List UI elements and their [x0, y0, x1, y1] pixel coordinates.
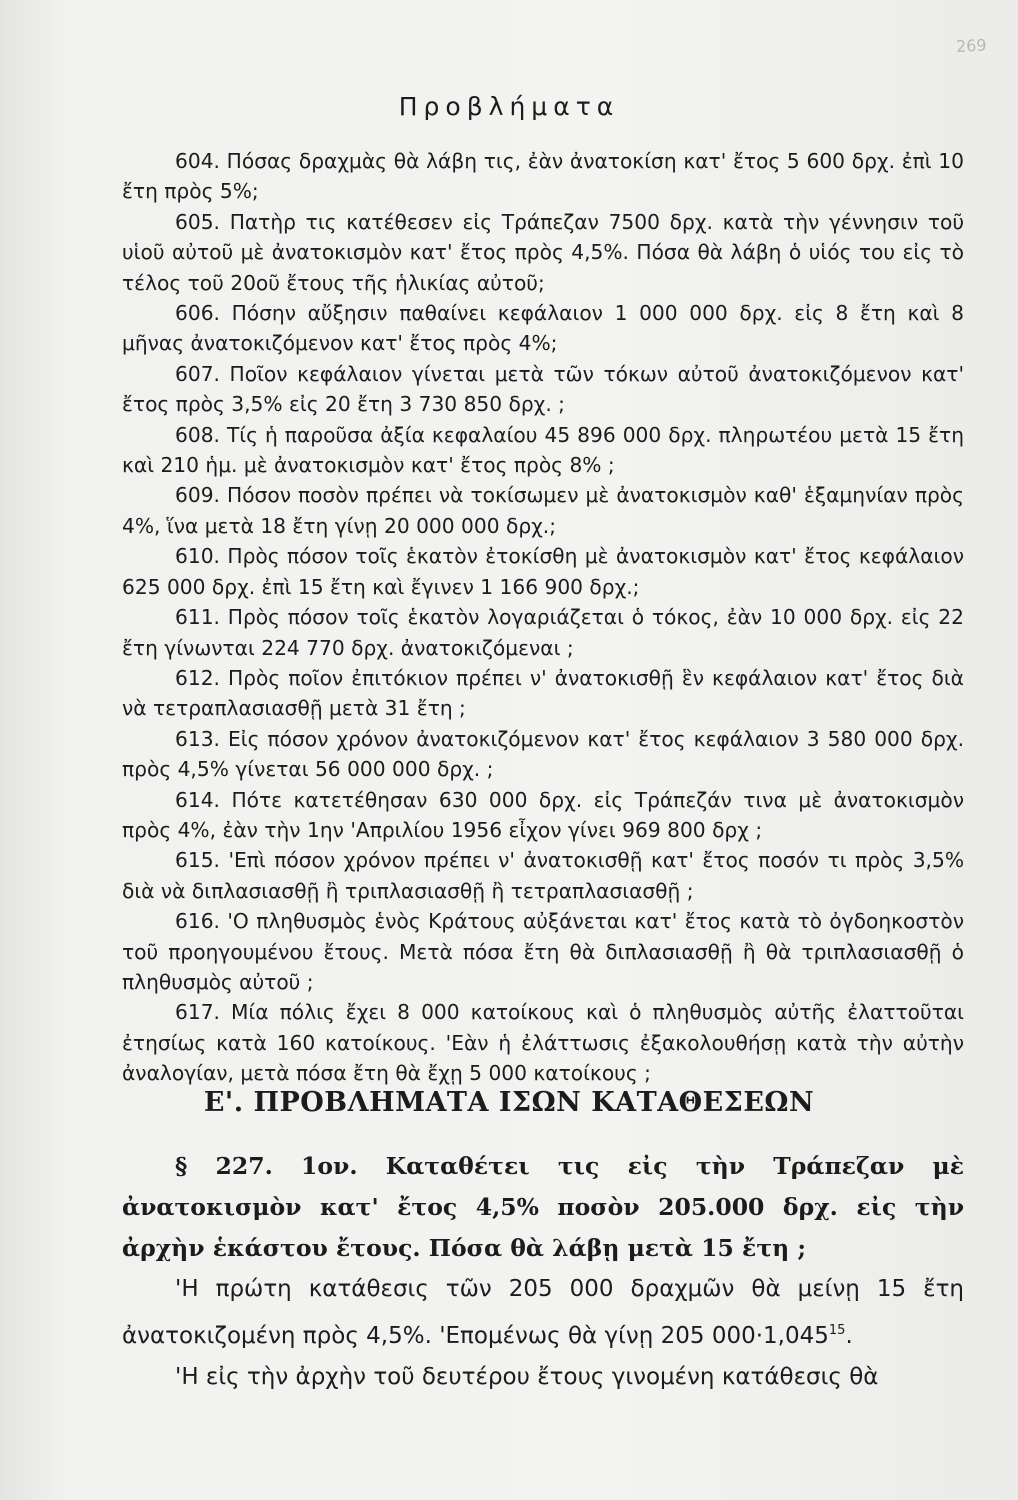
problem-text: Πατὴρ τις κατέθεσεν εἰς Τράπεζαν 7500 δρχ. κατὰ τὴν γέννησιν τοῦ υἱοῦ αὐτοῦ μὲ ἀνατοκισμὸν κατ' ἔτος πρὸς 4,5%. Πόσα θὰ λάβη ὁ υἱός του εἰς τὸ τέλος τοῦ 20οῦ ἔτους τῆς ἡλικίας αὐτοῦ; [122, 209, 965, 295]
problem-number: 617. [175, 1000, 220, 1025]
problem-number: 605. [175, 209, 220, 234]
page-number: 269 [955, 35, 988, 57]
solution-paragraph-1 [122, 1269, 964, 1357]
problem-text: Ποῖον κεφάλαιον γίνεται μετὰ τῶν τόκων αὐτοῦ ἀνατοκιζόμενον κατ' ἔτος πρὸς 3,5% εἰς 20 ἔτη 3 730 850 δρχ. ; [122, 361, 964, 417]
problem-item [122, 146, 964, 207]
solution-paragraph-2: 'Η εἰς τὴν ἀρχὴν τοῦ δευτέρου ἔτους γινομένη κατάθεσις θὰ [175, 1364, 879, 1390]
problem-item [122, 845, 964, 906]
problem-item [122, 359, 964, 420]
problem-item [122, 480, 964, 541]
problem-text: Εἰς πόσον χρόνον ἀνατοκιζόμενον κατ' ἔτος κεφάλαιον 3 580 000 δρχ. πρὸς 4,5% γίνεται 56 000 000 δρχ. ; [122, 726, 965, 782]
problem-item [122, 420, 964, 481]
problem-number: 608. [175, 422, 220, 447]
problem-text: 'Επὶ πόσον χρόνον πρέπει ν' ἀνατοκισθῇ κατ' ἔτος ποσόν τι πρὸς 3,5% διὰ νὰ διπλασιασθῇ ἢ τριπλασιασθῇ ἢ τετραπλασιασθῇ ; [122, 848, 964, 903]
problem-text: Πρὸς πόσον τοῖς ἑκατὸν ἐτοκίσθη μὲ ἀνατοκισμὸν κατ' ἔτος κεφάλαιον 625 000 δρχ. ἐπὶ 15 ἔτη καὶ ἔγινεν 1 166 900 δρχ.; [122, 544, 964, 599]
section-heading: Ε'. ΠΡΟΒΛΗΜΑΤΑ ΙΣΩΝ ΚΑΤΑΘΕΣΕΩΝ [203, 1087, 815, 1118]
problem-text: Πρὸς πόσον τοῖς ἑκατὸν λογαριάζεται ὁ τόκος, ἐὰν 10 000 δρχ. εἰς 22 ἔτη γίνωνται 224 770 δρχ. ἀνατοκιζόμεναι ; [122, 605, 964, 660]
problem-item [122, 724, 964, 785]
problem-item [122, 298, 964, 359]
problem-item [122, 663, 964, 724]
problem-text: Πόσας δραχμὰς θὰ λάβη τις, ἐὰν ἀνατοκίση κατ' ἔτος 5 600 δρχ. ἐπὶ 10 ἔτη πρὸς 5%; [122, 149, 964, 204]
problem-item [122, 785, 964, 846]
problem-number: 614. [175, 787, 220, 812]
problem-number: 609. [175, 483, 220, 508]
problem-number: 606. [175, 301, 220, 326]
problem-item [122, 602, 964, 663]
problem-text: Πότε κατετέθησαν 630 000 δρχ. εἰς Τράπεζάν τινα μὲ ἀνατοκισμὸν πρὸς 4%, ἐὰν τὴν 1ην 'Απριλίου 1956 εἶχον γίνει 969 800 δρχ ; [122, 787, 964, 842]
problem-number: 604. [175, 149, 220, 173]
problem-item [122, 207, 964, 298]
problem-text: Πόσην αὔξησιν παθαίνει κεφάλαιον 1 000 000 δρχ. εἰς 8 ἔτη καὶ 8 μῆνας ἀνατοκιζόμενον κατ' ἔτος πρὸς 4%; [122, 301, 964, 356]
problem-list [122, 146, 964, 1089]
problem-text: Πρὸς ποῖον ἐπιτόκιον πρέπει ν' ἀνατοκισθῇ ἓν κεφάλαιον κατ' ἔτος διὰ νὰ τετραπλασιασθῇ μετὰ 31 ἔτη ; [122, 665, 964, 721]
problem-number: 607. [175, 361, 220, 386]
problem-item [122, 541, 964, 602]
problem-227-statement: § 227. 1ον. Καταθέτει τις εἰς τὴν Τράπεζαν μὲ ἀνατοκισμὸν κατ' ἔτος 4,5% ποσὸν 205.000 δρχ. εἰς τὴν ἀρχὴν ἑκάστου ἔτους. Πόσα θὰ λάβῃ μετὰ 15 ἔτη ; [122, 1152, 964, 1262]
section-body [122, 1146, 964, 1398]
problem-number: 610. [175, 544, 220, 569]
problem-number: 615. [175, 848, 220, 873]
problem-item [122, 997, 964, 1088]
problem-number: 611. [175, 605, 220, 630]
problem-text: Τίς ἡ παροῦσα ἀξία κεφαλαίου 45 896 000 δρχ. πληρωτέου μετὰ 15 ἔτη καὶ 210 ἡμ. μὲ ἀνατοκισμὸν κατ' ἔτος πρὸς 8% ; [122, 422, 964, 478]
solution-paragraph-1-text: 'Η πρώτη κατάθεσις τῶν 205 000 δραχμῶν θὰ μείνῃ 15 ἔτη ἀνατοκιζομένη πρὸς 4,5%. 'Επομένως θὰ γίνῃ 205 000·1,045 [122, 1276, 964, 1349]
problem-text: Πόσον ποσὸν πρέπει νὰ τοκίσωμεν μὲ ἀνατοκισμὸν καθ' ἑξαμηνίαν πρὸς 4%, ἵνα μετὰ 18 ἔτη γίνῃ 20 000 000 δρχ.; [122, 483, 964, 538]
problem-number: 616. [175, 909, 220, 934]
problem-item [122, 906, 964, 997]
problem-text: 'Ο πληθυσμὸς ἑνὸς Κράτους αὐξάνεται κατ' ἔτος κατὰ τὸ ὀγδοηκοστὸν τοῦ προηγουμένου ἔτους. Μετὰ πόσα ἔτη θὰ διπλασιασθῇ ἢ θὰ τριπλασιασθῇ ὁ πληθυσμὸς αὐτοῦ ; [122, 909, 964, 994]
problem-text: Μία πόλις ἔχει 8 000 κατοίκους καὶ ὁ πληθυσμὸς αὐτῆς ἐλαττοῦται ἐτησίως κατὰ 160 κατοίκους. 'Εὰν ἡ ἐλάττωσις ἐξακολουθήσῃ κατὰ τὴν αὐτὴν ἀναλογίαν, μετὰ πόσα ἔτη θὰ ἔχῃ 5 000 κατοίκους ; [122, 1000, 964, 1086]
problem-number: 612. [175, 665, 220, 690]
page-title: Προβλήματα [398, 92, 620, 121]
solution-paragraph-1-end: . [845, 1323, 853, 1349]
problem-number: 613. [175, 726, 220, 751]
exponent: 15 [828, 1323, 846, 1338]
